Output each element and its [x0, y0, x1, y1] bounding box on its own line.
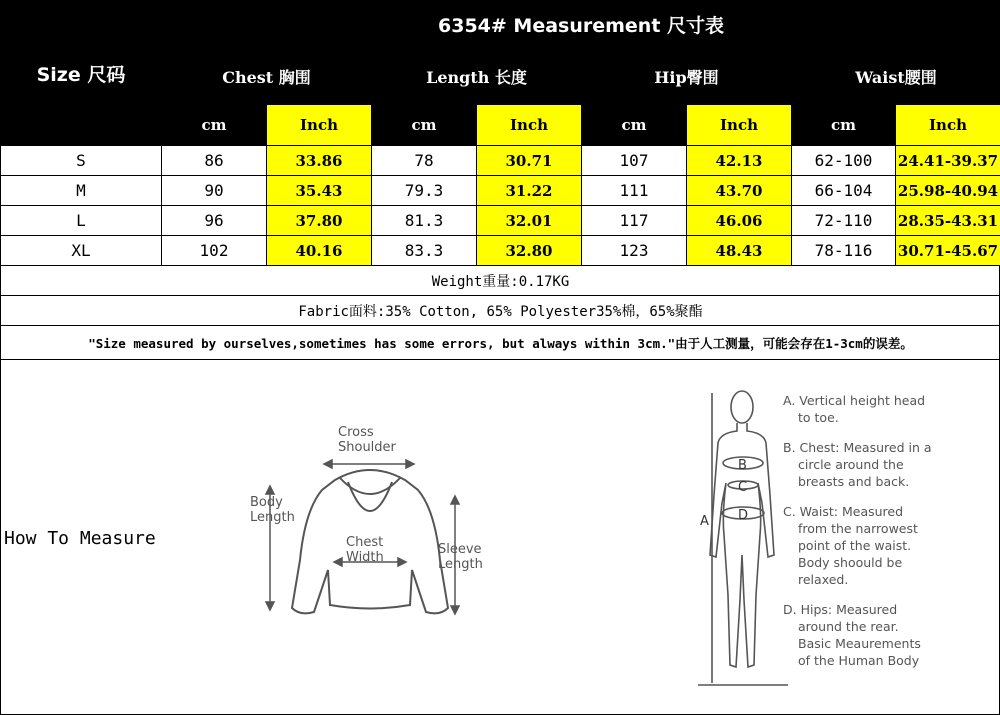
- length-inch-cell: 30.71: [477, 146, 582, 176]
- cross-label-2: Shoulder: [338, 440, 396, 455]
- size-cell: M: [1, 176, 162, 206]
- table-row: [1, 206, 1000, 236]
- hip-inch-cell: 43.70: [687, 176, 792, 206]
- waist-inch-cell: 24.41-39.37: [896, 146, 1000, 176]
- measurement-note: "Size measured by ourselves,sometimes has some errors, but always within 3cm."由于人工测量，可能会存在1-3cm的误差。: [1, 326, 1000, 360]
- fabric-info: Fabric面料:35% Cotton, 65% Polyester35%棉，65%聚酯: [1, 296, 1000, 326]
- unit-inch: Inch: [267, 105, 372, 146]
- hip-cm-cell: 123: [582, 236, 687, 266]
- chest-inch-cell: 35.43: [267, 176, 372, 206]
- hip-cm-cell: 111: [582, 176, 687, 206]
- hip-inch-cell: 42.13: [687, 146, 792, 176]
- arrowhead-icon: [266, 602, 274, 610]
- waist-cm-cell: 62-100: [792, 146, 896, 176]
- chest-cm-cell: 90: [162, 176, 267, 206]
- table-row: [1, 236, 1000, 266]
- size-header: Size 尺码: [1, 1, 162, 146]
- unit-cm: cm: [372, 105, 477, 146]
- arrowhead-icon: [451, 606, 459, 614]
- waist-cm-cell: 72-110: [792, 206, 896, 236]
- body-label-2: Length: [250, 510, 295, 525]
- arrowhead-icon: [406, 460, 414, 468]
- table-row: [1, 176, 1000, 206]
- waist-inch-cell: 28.35-43.31: [896, 206, 1000, 236]
- length-cm-cell: 83.3: [372, 236, 477, 266]
- hip-inch-cell: 48.43: [687, 236, 792, 266]
- chest-label-2: Width: [346, 550, 384, 565]
- size-cell: L: [1, 206, 162, 236]
- body-figure-diagram: [688, 385, 788, 690]
- length-inch-cell: 32.01: [477, 206, 582, 236]
- waist-inch-cell: 30.71-45.67: [896, 236, 1000, 266]
- length-cm-cell: 81.3: [372, 206, 477, 236]
- measure-legend: [783, 392, 953, 682]
- waist-cm-cell: 66-104: [792, 176, 896, 206]
- length-header: Length 长度: [372, 48, 582, 105]
- table-row: [1, 146, 1000, 176]
- label-a: A: [700, 514, 709, 529]
- chest-cm-cell: 96: [162, 206, 267, 236]
- collar-outline: [348, 482, 392, 511]
- unit-inch: Inch: [896, 105, 1000, 146]
- weight-info: Weight重量:0.17KG: [1, 266, 1000, 296]
- arrowhead-icon: [398, 558, 406, 566]
- label-d: D: [738, 508, 749, 523]
- chest-header: Chest 胸围: [162, 48, 372, 105]
- unit-cm: cm: [582, 105, 687, 146]
- arrowhead-icon: [334, 558, 342, 566]
- sleeve-label-2: Length: [438, 557, 483, 572]
- table-title: 6354# Measurement 尺寸表: [162, 1, 1000, 48]
- length-inch-cell: 32.80: [477, 236, 582, 266]
- chest-inch-cell: 40.16: [267, 236, 372, 266]
- body-label-1: Body: [250, 495, 283, 510]
- unit-inch: Inch: [477, 105, 582, 146]
- cross-label-1: Cross: [338, 425, 374, 440]
- unit-cm: cm: [162, 105, 267, 146]
- chest-inch-cell: 33.86: [267, 146, 372, 176]
- legend-item-b: B. Chest: Measured in a circle around the breasts and back.: [783, 440, 932, 489]
- head-outline: [731, 391, 753, 423]
- chest-inch-cell: 37.80: [267, 206, 372, 236]
- label-b: B: [738, 458, 747, 473]
- unit-inch: Inch: [687, 105, 792, 146]
- sleeve-label-1: Sleeve: [438, 542, 482, 557]
- unit-cm: cm: [792, 105, 896, 146]
- waist-header: Waist腰围: [792, 48, 1000, 105]
- size-cell: S: [1, 146, 162, 176]
- label-c: C: [738, 480, 748, 495]
- garment-diagram: [240, 420, 510, 640]
- legend-item-d: D. Hips: Measured around the rear. Basic Meaurements of the Human Body: [783, 602, 921, 668]
- size-cell: XL: [1, 236, 162, 266]
- length-cm-cell: 78: [372, 146, 477, 176]
- length-cm-cell: 79.3: [372, 176, 477, 206]
- legend-item-a: A. Vertical height head to toe.: [783, 393, 926, 425]
- arrowhead-icon: [451, 496, 459, 504]
- legend-item-c: C. Waist: Measured from the narrowest point of the waist. Body shoould be relaxed.: [783, 504, 918, 587]
- arrowhead-icon: [266, 486, 274, 494]
- chest-label-1: Chest: [346, 535, 384, 550]
- hip-cm-cell: 107: [582, 146, 687, 176]
- how-to-measure-label: How To Measure: [4, 528, 156, 549]
- hip-inch-cell: 46.06: [687, 206, 792, 236]
- arrowhead-icon: [324, 460, 332, 468]
- chest-cm-cell: 102: [162, 236, 267, 266]
- chest-cm-cell: 86: [162, 146, 267, 176]
- hip-cm-cell: 117: [582, 206, 687, 236]
- waist-cm-cell: 78-116: [792, 236, 896, 266]
- waist-inch-cell: 25.98-40.94: [896, 176, 1000, 206]
- hip-header: Hip臀围: [582, 48, 792, 105]
- length-inch-cell: 31.22: [477, 176, 582, 206]
